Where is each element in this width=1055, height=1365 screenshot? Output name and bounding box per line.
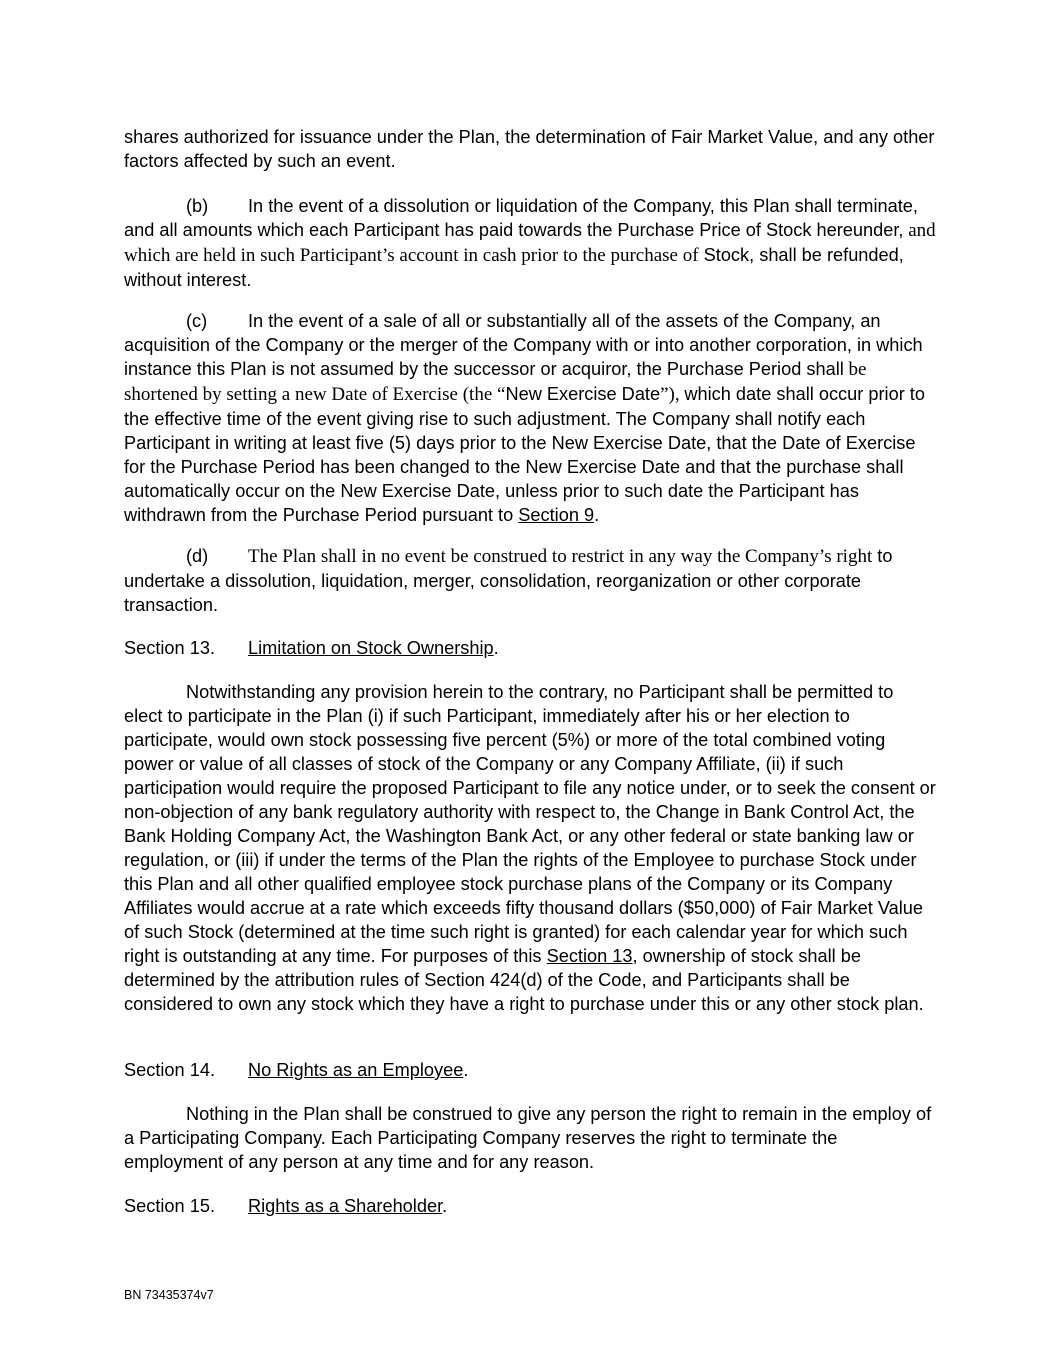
- section-15-period: .: [442, 1196, 448, 1216]
- section-15-title: Rights as a Shareholder: [248, 1196, 443, 1216]
- paragraph-c-text-1: In the event of a sale of all or substantially all of the assets of the Company, an acquisition of the Company or the merger of the Company with or into another corporation, in which instance this Plan is not assumed by the successor or acquiror, the Purchase Period shall: [124, 311, 923, 379]
- paragraph-b-label: (b): [186, 196, 209, 216]
- section-13-body: [124, 680, 936, 1016]
- paragraph-c-end: .: [594, 505, 600, 525]
- section-13-body-1: Notwithstanding any provision herein to the contrary, no Participant shall be permitted to elect to participate in the Plan (i) if such Participant, immediately after his or her election to participate, would own stock possessing five percent (5%) or more of the total combined voting power or value of all classes of stock of the Company or any Company Affiliate, (ii) if such participation would require the proposed Participant to file any notice under, or to seek the consent or non-objection of any bank regulatory authority with respect to, the Change in Bank Control Act, the Bank Holding Company Act, the Washington Bank Act, or any other federal or state banking law or regulation, or (iii) if under the terms of the Plan the rights of the Employee to purchase Stock under this Plan and all other qualified employee stock purchase plans of the Company or its Company Affiliates would accrue at a rate which exceeds fifty thousand dollars ($50,000) of Fair Market Value of such Stock (determined at the time such right is granted) for each calendar year for which such right is outstanding at any time. For purposes of this: [124, 682, 936, 966]
- section-14-body: [124, 1102, 936, 1174]
- section-14-title: No Rights as an Employee: [248, 1060, 464, 1080]
- section-14-body-text: Nothing in the Plan shall be construed to give any person the right to remain in the employ of a Participating Company. Each Participating Company reserves the right to terminate the employment of any person at any time and for any reason.: [124, 1104, 932, 1172]
- section-13-link[interactable]: Section 13: [546, 946, 633, 966]
- section-13-heading: [124, 636, 499, 660]
- continuation-paragraph: [124, 125, 936, 173]
- section-14-heading: [124, 1058, 468, 1082]
- section-13-period: .: [493, 638, 499, 658]
- paragraph-c-label: (c): [186, 311, 208, 331]
- section-13-body-2: , ownership of stock shall be determined by the attribution rules of Section 424(d) of the Code, and Participants shall be considered to own any stock which they have a right to purchase under this or any other stock plan.: [124, 946, 924, 1014]
- section-13-number: Section 13.: [124, 638, 215, 658]
- paragraph-c-text-3: which date shall occur prior to the effective time of the event giving rise to such adjustment. The Company shall notify each Participant in writing at least five (5) days prior to the New Exercise Date, that the Date of Exercise for the Purchase Period has been changed to the New Exercise Date and that the purchase shall automatically occur on the New Exercise Date, unless prior to such date the Participant has withdrawn from the Purchase Period pursuant to: [124, 384, 925, 525]
- paragraph-b-text-serif: and which are held in such Participant’s account in cash prior to the purchase of: [124, 220, 936, 266]
- section-14-period: .: [463, 1060, 469, 1080]
- continuation-text: shares authorized for issuance under the Plan, the determination of Fair Market Value, and any other factors affected by such an event.: [124, 127, 935, 171]
- section-13-title: Limitation on Stock Ownership: [248, 638, 494, 658]
- paragraph-b-text-2: Stock, shall be refunded, without interest.: [124, 245, 904, 290]
- paragraph-c: [124, 309, 936, 527]
- paragraph-c-defined-term: New Exercise Date: [505, 384, 661, 404]
- paragraph-d-text-2: to undertake a dissolution, liquidation, merger, consolidation, reorganization or other corporate transaction.: [124, 546, 893, 615]
- section-15-number: Section 15.: [124, 1196, 215, 1216]
- document-id-footer: BN 73435374v7: [124, 1288, 214, 1302]
- section-9-link[interactable]: Section 9: [518, 505, 595, 525]
- paragraph-c-text-serif: be shortened by setting a new Date of Exercise (the “: [124, 359, 867, 405]
- paragraph-d-text-serif: The Plan shall in no event be construed to restrict in any way the Company’s right: [248, 546, 873, 567]
- paragraph-d-label: (d): [186, 546, 209, 566]
- paragraph-b: [124, 194, 936, 292]
- paragraph-d: [124, 544, 936, 617]
- section-15-heading: [124, 1194, 447, 1218]
- section-14-number: Section 14.: [124, 1060, 215, 1080]
- paragraph-c-text-serif-2: ”),: [660, 384, 685, 405]
- paragraph-b-text-1: In the event of a dissolution or liquidation of the Company, this Plan shall terminate, and all amounts which each Participant has paid towards the Purchase Price of Stock hereunder,: [124, 196, 918, 240]
